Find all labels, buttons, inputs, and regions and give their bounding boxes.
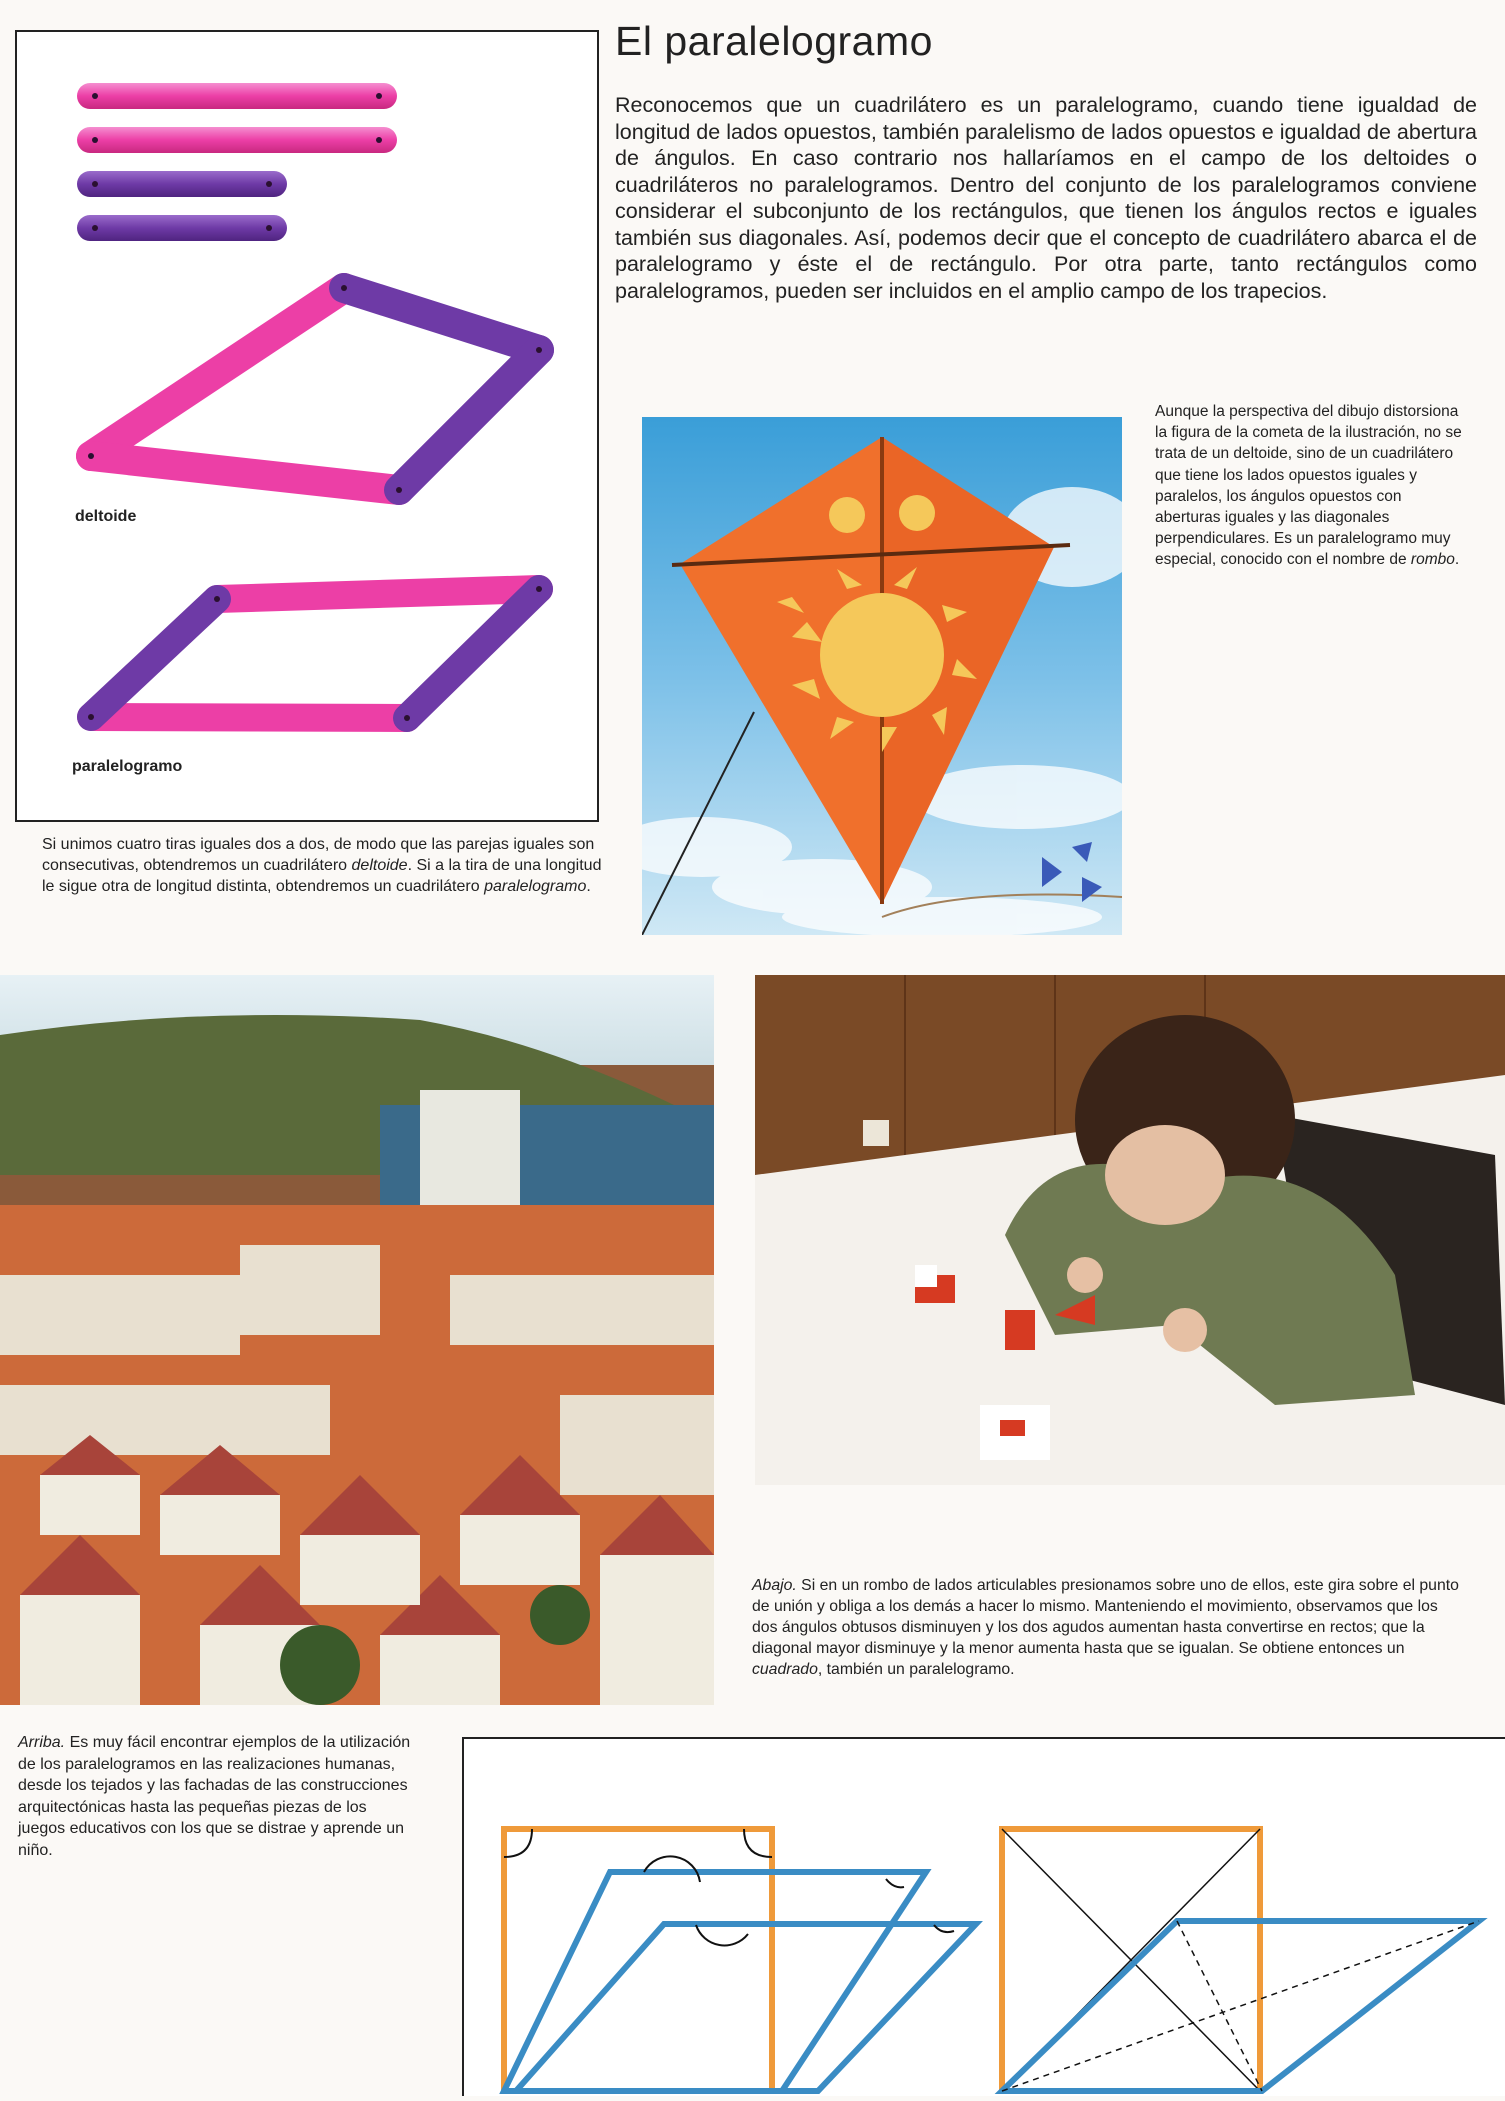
strips-figure [15,30,599,822]
diagonals-diagram [1002,1829,1479,2091]
strips-illustration [17,32,597,820]
loose-strips [77,83,397,241]
purple-strip [77,171,287,197]
page-title: El paralelogramo [615,18,933,64]
kite-caption: Aunque la perspectiva del dibujo distorsiona la figura de la cometa de la ilustración, no se trata de un deltoide, sino de un cuadrilátero que tiene los lados opuestos iguales y paralelos, los ángulos opuestos con aberturas iguales y las diagonales perpendiculares. Es un paralelogramo muy especial, conocido con el nombre de rombo. [1155,403,1462,569]
deltoid-shape [88,285,542,493]
strips-caption: Si unimos cuatro tiras iguales dos a dos, de modo que las parejas iguales son consecutivas, obtendremos un cuadrilátero deltoide. Si a la tira de una longitud le sigue otra de longitud distinta, obtendremos un cuadrilátero paralelogramo. [42,836,602,895]
kite-illustration [642,417,1122,935]
parallelogram-shape [88,586,542,721]
purple-strip [77,215,287,241]
rhombus-outline [504,1872,926,2091]
child-photo [755,975,1505,1485]
square-outline [504,1829,772,2091]
pink-strip [77,83,397,109]
city-photo [0,975,714,1705]
intro-paragraph: Reconocemos que un cuadrilátero es un paralelogramo, cuando tiene igualdad de longitud de lados opuestos, también paralelismo de lados opuestos e igualdad de abertura de ángulos. En caso contrario nos hallaríamos en el campo de los deltoides o cuadriláteros no paralelogramos. Dentro del conjunto de los paralelogramos conviene considerar el subconjunto de los rectángulos, que tienen los ángulos rectos e iguales también sus diagonales. Así, podemos decir que el concepto de cuadrilátero abarca el de paralelogramo y éste el de rectángulo. Por otra parte, tanto rectángulos como paralelogramos, pueden ser incluidos en el amplio campo de los trapecios. [615,93,1477,303]
angles-diagram [504,1829,976,2091]
parallelogram-label: paralelogramo [72,758,183,775]
pink-strip [77,127,397,153]
city-caption: Arriba. Es muy fácil encontrar ejemplos de la utilización de los paralelogramos en las realizaciones humanas, desde los tejados y las fachadas de las construcciones arquitectónicas hasta las pequeñas piezas de los juegos educativos con los que se distrae y aprende un niño. [18,1734,411,1859]
rhombus-outline [516,1924,976,2091]
rhombus-to-square-diagram [462,1737,1505,2096]
deltoid-label: deltoide [75,508,137,525]
child-caption: Abajo. Si en un rombo de lados articulables presionamos sobre uno de ellos, este gira sobre el punto de unión y obliga a los demás a hacer lo mismo. Manteniendo el movimiento, observamos que los dos ángulos obtusos disminuyen y los dos agudos aumentan hasta convertirse en rectos; que la diagonal mayor disminuye y la menor aumenta hasta que se igualan. Se obtiene entonces un cuadrado, también un paralelogramo. [752,1577,1459,1678]
